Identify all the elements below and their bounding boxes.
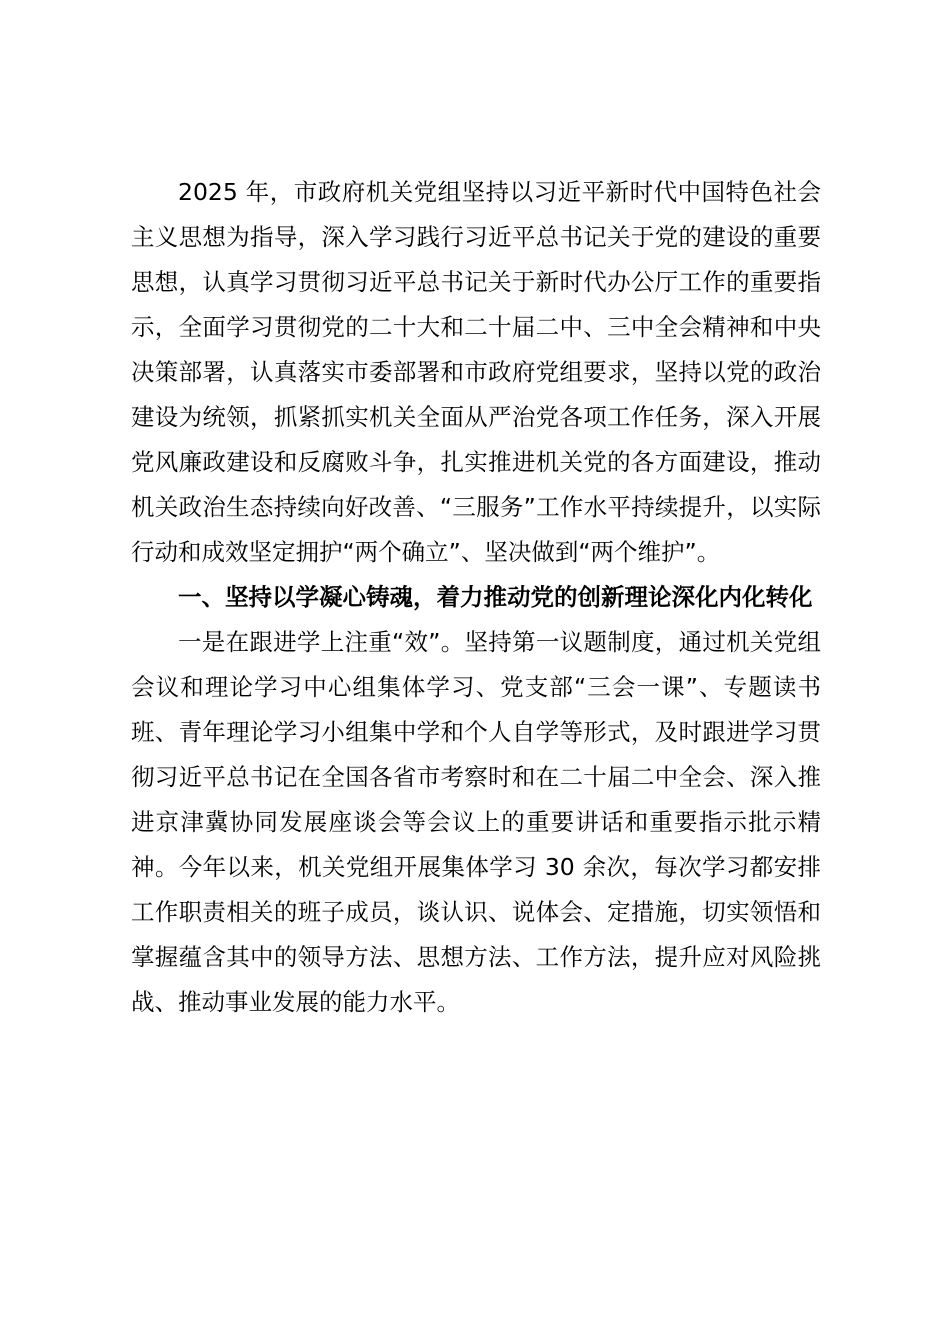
document-body xyxy=(131,170,821,1025)
intro-paragraph: 2025 年，市政府机关党组坚持以习近平新时代中国特色社会主义思想为指导，深入学习践行习近平总书记关于党的建设的重要思想，认真学习贯彻习近平总书记关于新时代办公厅工作的重要指示，全面学习贯彻党的二十大和二十届二中、三中全会精神和中央决策部署，认真落实市委部署和市政府党组要求，坚持以党的政治建设为统领，抓紧抓实机关全面从严治党各项工作任务，深入开展党风廉政建设和反腐败斗争，扎实推进机关党的各方面建设，推动机关政治生态持续向好改善、“三服务”工作水平持续提升，以实际行动和成效坚定拥护“两个确立”、坚决做到“两个维护”。 xyxy=(131,178,821,566)
section-body-paragraph: 一是在跟进学上注重“效”。坚持第一议题制度，通过机关党组会议和理论学习中心组集体学习、党支部“三会一课”、专题读书班、青年理论学习小组集中学和个人自学等形式，及时跟进学习贯彻习近平总书记在全国各省市考察时和在二十届二中全会、深入推进京津冀协同发展座谈会等会议上的重要讲话和重要指示批示精神。今年以来，机关党组开展集体学习 30 余次，每次学习都安排工作职责相关的班子成员，谈认识、说体会、定措施，切实领悟和掌握蕴含其中的领导方法、思想方法、工作方法，提升应对风险挑战、推动事业发展的能力水平。 xyxy=(131,628,821,1016)
section-heading: 一、坚持以学凝心铸魂，着力推动党的创新理论深化内化转化 xyxy=(178,583,813,611)
